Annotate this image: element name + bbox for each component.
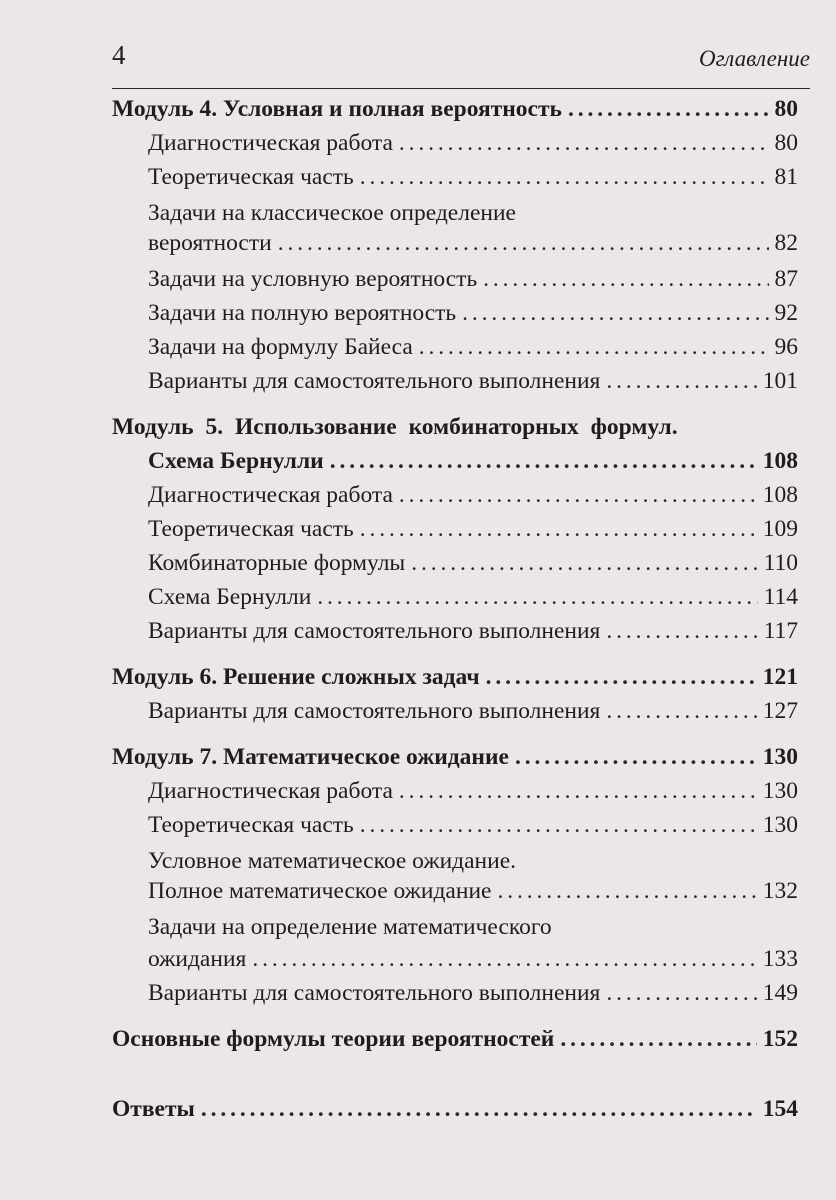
toc-entry-title: вероятности: [148, 230, 272, 256]
toc-entry-title: Схема Бернулли: [148, 584, 312, 610]
toc-entry: [148, 618, 798, 652]
toc-entry-title: Варианты для самостоятельного выполнения: [148, 368, 601, 394]
header-rule: [112, 88, 810, 89]
dot-leader: [483, 266, 768, 293]
toc-entry: [148, 778, 798, 812]
toc-module-6: [112, 664, 798, 698]
toc-entry-title: Полное математическое ожидание: [148, 878, 492, 904]
dot-leader: [399, 130, 769, 157]
dot-leader: [399, 482, 757, 509]
toc-entry: [148, 130, 798, 164]
toc-entry-page: 82: [774, 230, 798, 256]
toc-entry-title: Диагностическая работа: [148, 778, 393, 804]
toc-entry: [148, 334, 798, 368]
toc-module-5-title-line1: Модуль 5. Использование комбинаторных формул.: [112, 414, 678, 440]
dot-leader: [560, 1026, 756, 1053]
dot-leader: [278, 230, 769, 257]
toc-module-5: [148, 448, 798, 482]
dot-leader: [317, 584, 757, 611]
dot-leader: [419, 334, 769, 361]
toc-entry-page: 154: [762, 1096, 798, 1122]
dot-leader: [360, 164, 769, 191]
toc-entry-page: 121: [762, 664, 798, 690]
toc-entry-title: Модуль 6. Решение сложных задач: [112, 664, 480, 690]
toc-entry-page: 101: [762, 368, 798, 394]
dot-leader: [462, 300, 768, 327]
toc-entry-title: Теоретическая часть: [148, 812, 354, 838]
toc-entry-page: 96: [774, 334, 798, 360]
dot-leader: [606, 618, 757, 645]
toc-module-4: [112, 96, 798, 130]
toc-entry-page: 109: [762, 516, 798, 542]
toc-entry: [148, 230, 798, 264]
toc-entry-title: Диагностическая работа: [148, 130, 393, 156]
toc-entry-title: Модуль 7. Математическое ожидание: [112, 744, 509, 770]
dot-leader: [515, 744, 757, 771]
toc-entry-page: 87: [774, 266, 798, 292]
dot-leader: [360, 516, 757, 543]
toc-entry-title: Комбинаторные формулы: [148, 550, 406, 576]
toc-entry: [148, 266, 798, 300]
toc-entry-page: 110: [763, 550, 798, 576]
toc-entry: [148, 812, 798, 846]
dot-leader: [330, 448, 757, 475]
dot-leader: [360, 812, 757, 839]
toc-entry-title: Схема Бернулли: [148, 448, 324, 474]
page-number: 4: [112, 40, 126, 70]
dot-leader: [497, 878, 756, 905]
toc-entry-page: 149: [762, 980, 798, 1006]
dot-leader: [411, 550, 757, 577]
toc-entry-title: Варианты для самостоятельного выполнения: [148, 618, 601, 644]
dot-leader: [252, 946, 756, 973]
toc-entry: [148, 368, 798, 402]
toc-entry: [148, 550, 798, 584]
toc-entry-page: 117: [763, 618, 798, 644]
toc-entry-title: Задачи на формулу Байеса: [148, 334, 413, 360]
toc-entry-page: 80: [774, 130, 798, 156]
toc-entry-title-line1: Задачи на определение математического: [148, 914, 552, 940]
toc-entry-page: 81: [774, 164, 798, 190]
toc-entry-title-line1: Задачи на классическое определение: [148, 200, 516, 226]
toc-entry-title: Модуль 4. Условная и полная вероятность: [112, 96, 562, 122]
toc-entry-title: Диагностическая работа: [148, 482, 393, 508]
dot-leader: [486, 664, 757, 691]
toc-entry-page: 132: [762, 878, 798, 904]
toc-entry-page: 108: [762, 482, 798, 508]
toc-entry-title: Задачи на полную вероятность: [148, 300, 457, 326]
dot-leader: [399, 778, 757, 805]
toc-module-7: [112, 744, 798, 778]
toc-entry-page: 114: [763, 584, 798, 610]
toc-answers: [112, 1096, 798, 1130]
toc-formulas: [112, 1026, 798, 1060]
toc-entry: [148, 516, 798, 550]
toc-entry-title-line1: Условное математическое ожидание.: [148, 848, 517, 874]
toc-entry-page: 130: [762, 812, 798, 838]
toc-entry: [148, 482, 798, 516]
toc-entry-page: 133: [762, 946, 798, 972]
toc-entry-page: 92: [774, 300, 798, 326]
toc-entry-title: Варианты для самостоятельного выполнения: [148, 980, 601, 1006]
toc-entry: [148, 878, 798, 912]
toc-entry: [148, 698, 798, 732]
dot-leader: [606, 368, 756, 395]
toc-entry: [148, 164, 798, 198]
toc-entry-page: 127: [762, 698, 798, 724]
toc-entry-title: Ответы: [112, 1096, 195, 1122]
toc-entry: [148, 946, 798, 980]
toc-entry-title: Варианты для самостоятельного выполнения: [148, 698, 601, 724]
toc-entry-page: 130: [762, 778, 798, 804]
toc-entry: [148, 300, 798, 334]
toc-entry-title: ожидания: [148, 946, 247, 972]
toc-entry-title: Задачи на условную вероятность: [148, 266, 478, 292]
toc-entry-title: Теоретическая часть: [148, 516, 354, 542]
dot-leader: [568, 96, 769, 123]
toc-entry-page: 108: [762, 448, 798, 474]
toc-entry-title: Теоретическая часть: [148, 164, 354, 190]
toc-entry-title: Основные формулы теории вероятностей: [112, 1026, 555, 1052]
dot-leader: [201, 1096, 757, 1123]
toc-entry-page: 80: [774, 96, 798, 122]
toc-entry-page: 130: [762, 744, 798, 770]
toc-entry: [148, 584, 798, 618]
toc-entry: [148, 980, 798, 1014]
dot-leader: [606, 698, 756, 725]
dot-leader: [606, 980, 756, 1007]
running-header-title: Оглавление: [698, 46, 810, 71]
toc-entry-page: 152: [762, 1026, 798, 1052]
